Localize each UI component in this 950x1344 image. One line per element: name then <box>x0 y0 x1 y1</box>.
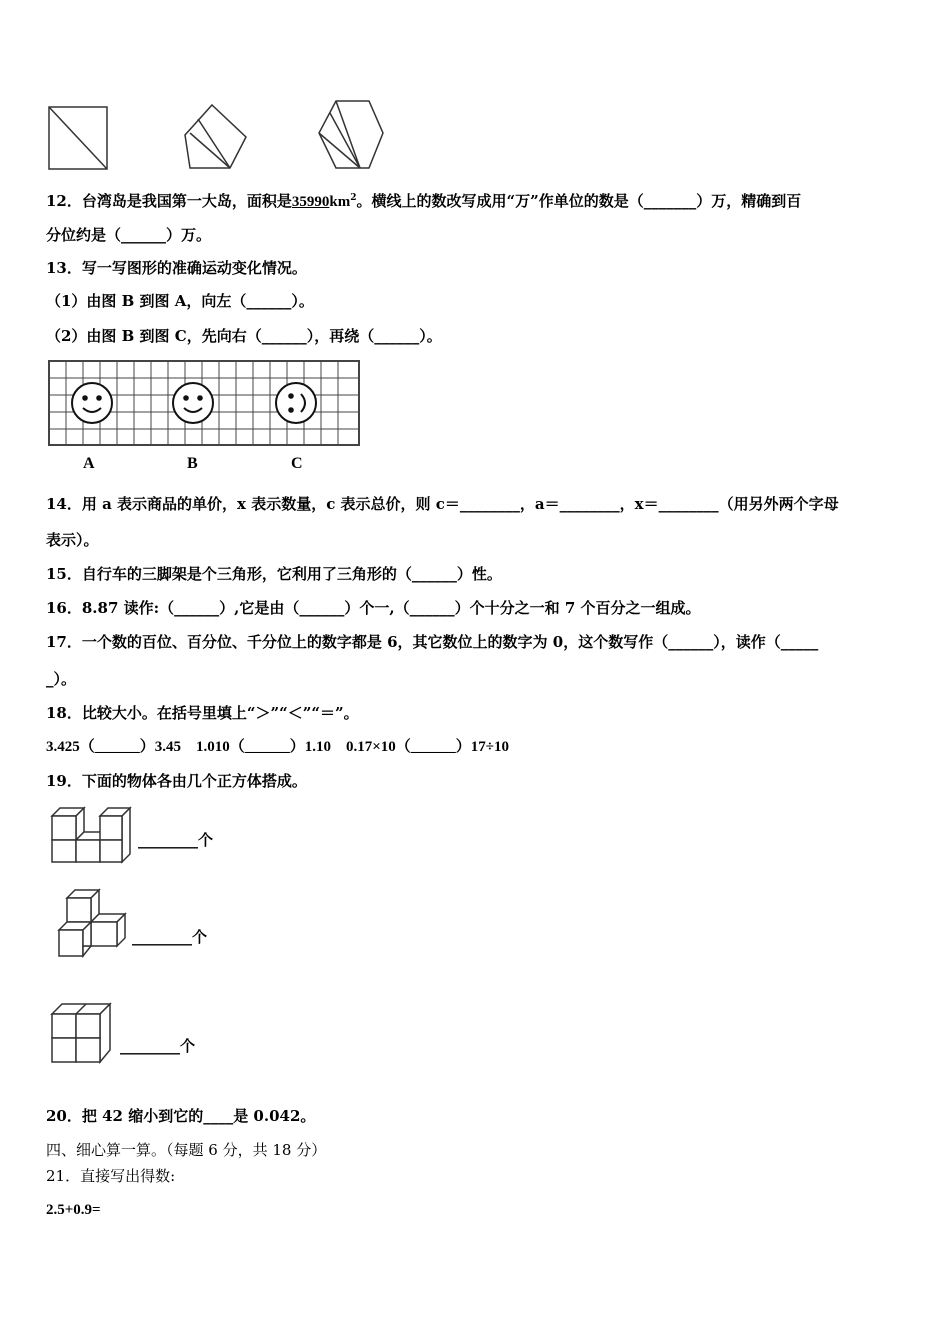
grid-label-a: A <box>83 455 95 472</box>
cube-figure-2 <box>55 888 133 960</box>
q19-title: 19．下面的物体各由几个正方体搭成。 <box>46 772 307 790</box>
q15-text: 15．自行车的三脚架是个三角形，它利用了三角形的（______）性。 <box>46 565 502 583</box>
q17-line1: 17．一个数的百位、百分位、千分位上的数字都是 6，其它数位上的数字为 0，这个数写作（______），读作（_____ <box>46 633 819 651</box>
q14-line1: 14．用 a 表示商品的单价，x 表示数量，c 表示总价，则 c＝________，a＝________，x＝________（用另外两个字母 <box>46 495 839 513</box>
q21-expr: 2.5+0.9= <box>46 1202 101 1218</box>
smiley-face-c <box>276 383 316 423</box>
q18-items: 3.425（______）3.45 1.010（______）1.10 0.17×10（______）17÷10 <box>46 739 510 755</box>
grid-label-c: C <box>291 455 303 472</box>
q21-title: 21．直接写出得数: <box>46 1167 176 1185</box>
q19-blank-1: ________个 <box>138 831 214 849</box>
q12-line2: 分位约是（______）万。 <box>46 226 212 244</box>
q18-title: 18．比较大小。在括号里填上“＞”“＜”“＝”。 <box>46 704 359 722</box>
polygon-figures <box>40 95 400 180</box>
square-figure <box>49 107 107 169</box>
q12-line1 <box>46 188 801 212</box>
q12-area-number: 35990 <box>291 194 330 210</box>
pentagon-figure <box>185 105 246 168</box>
q19-blank-2: ________个 <box>132 928 208 946</box>
cube-figure-3 <box>48 1000 118 1068</box>
smiley-face-a <box>72 383 112 423</box>
section4-heading: 四、细心算一算。（每题 6 分，共 18 分） <box>46 1141 327 1159</box>
q12-text-post: 。横线上的数改写成用“万”作单位的数是（_______）万，精确到百 <box>356 192 802 210</box>
q17-line2: _）。 <box>46 670 77 688</box>
cube-figure-1 <box>50 806 134 864</box>
q19-blank-3: ________个 <box>120 1037 196 1055</box>
grid-label-b: B <box>187 455 198 472</box>
q16-text: 16．8.87 读作:（______）,它是由（______）个一,（______）个十分之一和 7 个百分之一组成。 <box>46 599 701 617</box>
q13-part2: （2）由图 B 到图 C，先向右（______），再绕（______）。 <box>46 327 442 345</box>
hexagon-figure <box>319 101 383 168</box>
q12-area-unit: km <box>329 194 351 210</box>
q13-part1: （1）由图 B 到图 A，向左（______）。 <box>46 292 314 310</box>
q13-title: 13．写一写图形的准确运动变化情况。 <box>46 259 307 277</box>
q20-text: 20．把 42 缩小到它的____是 0.042。 <box>46 1107 316 1125</box>
q14-line2: 表示）。 <box>46 531 99 549</box>
smiley-grid <box>48 360 360 446</box>
smiley-face-b <box>173 383 213 423</box>
q12-text-pre: 12．台湾岛是我国第一大岛，面积是 <box>46 192 292 210</box>
q12-area-sup: 2 <box>350 193 357 203</box>
